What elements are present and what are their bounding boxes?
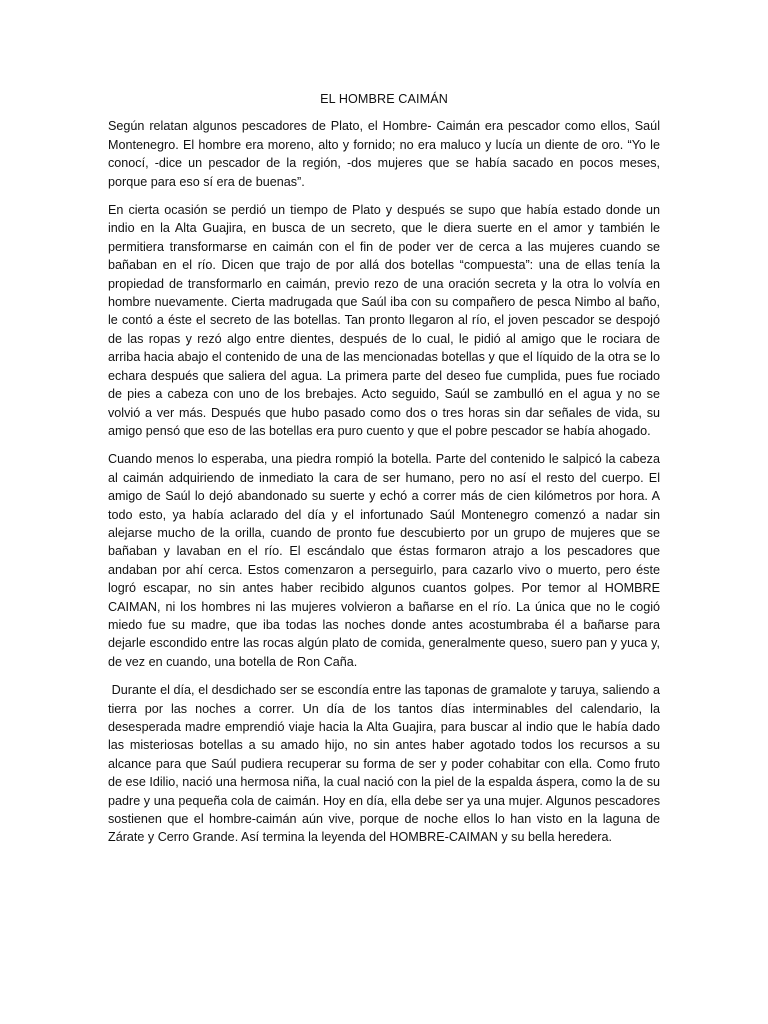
document-body [108, 90, 664, 857]
paragraph-intro: Según relatan algunos pescadores de Plato, el Hombre- Caimán era pescador como ellos, Saúl Montenegro. El hombre era moreno, alto y fornido; no era maluco y lucía un diente de oro. “Yo le conocí, -dice un pescador de la región, -dos mujeres que se había sacado en pocos meses, porque para eso sí era de buenas”. [108, 119, 660, 189]
paragraph-ending: Durante el día, el desdichado ser se escondía entre las taponas de gramalote y taruya, saliendo a tierra por las noches a correr. Un día de los tantos días interminables del calendario, la desesperada madre emprendió viaje hacia la Alta Guajira, para buscar al indio que le había dado las misteriosas botellas a su amado hijo, no sin antes haber agotado todos los recursos a su alcance para que Saúl pudiera recuperar su forma de ser y poder cohabitar con ella. Como fruto de ese Idilio, nació una hermosa niña, la cual nació con la piel de la espalda áspera, como la de su padre y una pequeña cola de caimán. Hoy en día, ella debe ser ya una mujer. Algunos pescadores sostienen que el hombre-caimán aún vive, porque de noche ellos lo han visto en la laguna de Zárate y Cerro Grande. Así termina la leyenda del HOMBRE-CAIMAN y su bella heredera. [108, 683, 664, 845]
paragraph-broken-bottle: Cuando menos lo esperaba, una piedra rompió la botella. Parte del contenido le salpicó la cabeza al caimán adquiriendo de inmediato la cara de ser humano, pero no así el resto del cuerpo. El amigo de Saúl lo dejó abandonado su suerte y echó a correr más de cien kilómetros por hora. A todo esto, ya había aclarado del día y el infortunado Saúl Montenegro comenzó a nadar sin alejarse mucho de la orilla, cuando de pronto fue descubierto por un grupo de mujeres que se bañaban y lavaban en el río. El escándalo que éstas formaron atrajo a los pescadores que andaban por ahí cerca. Estos comenzaron a perseguirlo, para cazarlo vivo o muerto, pero éste logró escapar, no sin antes haber recibido algunos cuantos golpes. Por temor al HOMBRE CAIMAN, ni los hombres ni las mujeres volvieron a bañarse en el río. La única que no le cogió miedo fue su madre, que iba todas las noches donde antes acostumbraba él a bañarse para dejarle escondido entre las rocas algún plato de comida, generalmente queso, suero pan y yuca y, de vez en cuando, una botella de Ron Caña. [108, 452, 660, 669]
paragraph-secret-bottles: En cierta ocasión se perdió un tiempo de Plato y después se supo que había estado donde un indio en la Alta Guajira, en busca de un secreto, que le diera suerte en el amor y también le permitiera transformarse en caimán con el fin de poder ver de cerca a las mujeres cuando se bañaban en el río. Dicen que trajo de por allá dos botellas “compuesta”: una de ellas tenía la propiedad de transformarlo en caimán, previo rezo de una oración secreta y la otra lo volvía en hombre nuevamente. Cierta madrugada que Saúl iba con su compañero de pesca Nimbo al baño, le contó a éste el secreto de las botellas. Tan pronto llegaron al río, el joven pescador se despojó de las ropas y rezó algo entre dientes, después de lo cual, le pidió al amigo que le rociara de arriba hacia abajo el contenido de una de las mencionadas botellas y que el líquido de la otra se lo echara después que saliera del agua. La primera parte del deseo fue cumplida, pues fue rociado de pies a cabeza con uno de los brebajes. Acto seguido, Saúl se zambulló en el agua y no se volvió a ver más. Después que hubo pasado como dos o tres horas sin dar señales de vida, su amigo pensó que eso de las botellas era puro cuento y que el pobre pescador se había ahogado. [108, 203, 660, 438]
document-title: EL HOMBRE CAIMÁN [320, 92, 448, 106]
